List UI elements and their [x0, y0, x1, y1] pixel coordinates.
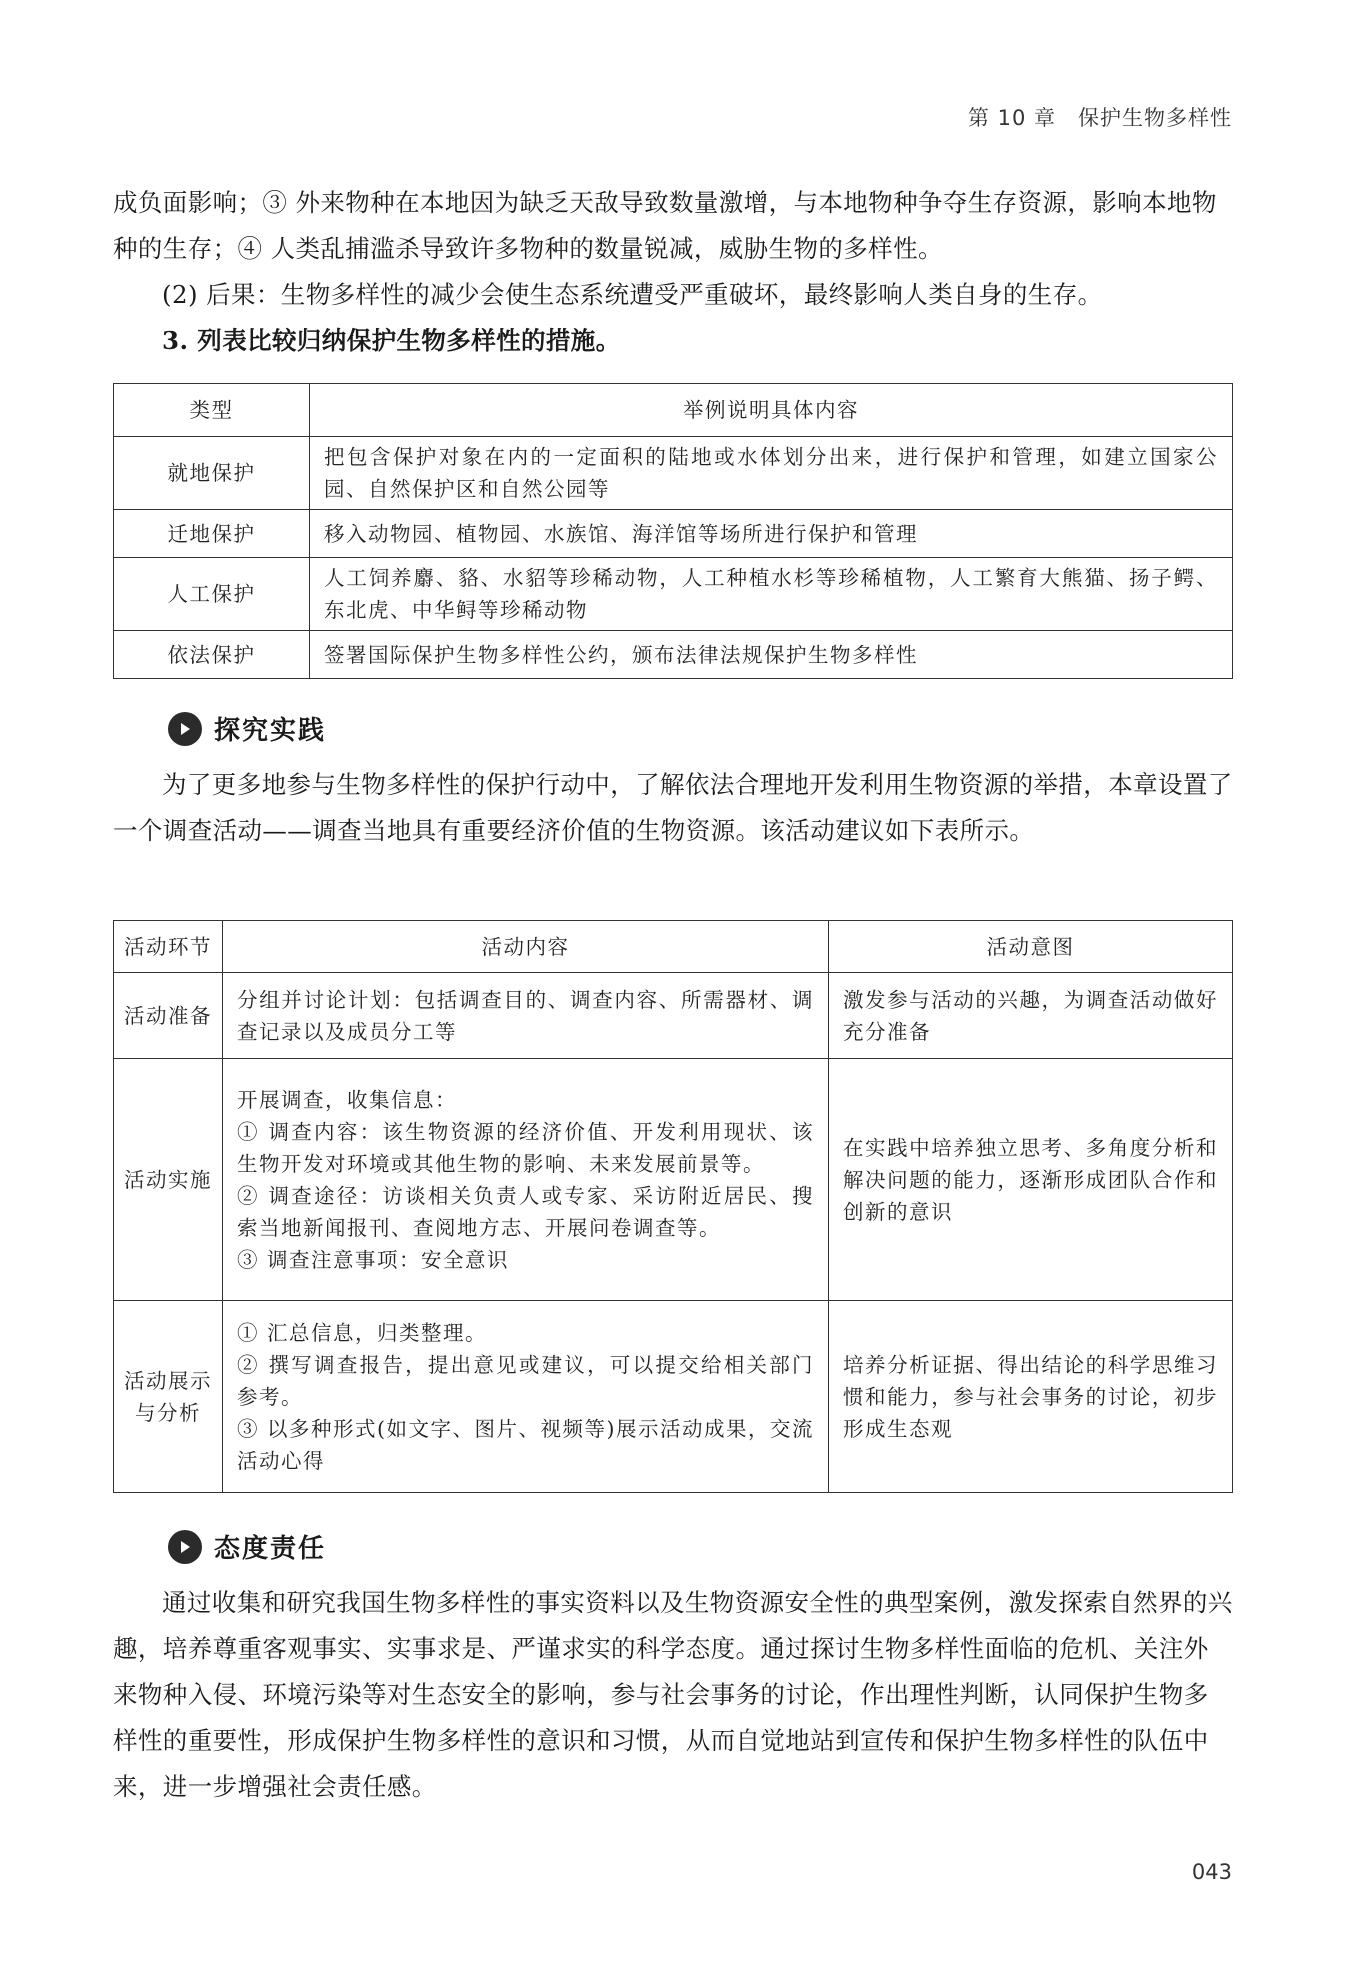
activity-table — [113, 920, 1233, 1493]
table-row — [114, 558, 1233, 631]
table-cell-content: 人工饲养麝、貉、水貂等珍稀动物，人工种植水杉等珍稀植物，人工繁育大熊猫、扬子鳄、东北虎、中华鲟等珍稀动物 — [310, 558, 1233, 631]
intro-text — [113, 180, 1233, 364]
table-cell-content: 签署国际保护生物多样性公约，颁布法律法规保护生物多样性 — [310, 631, 1233, 679]
page-number: 043 — [1191, 1860, 1232, 1884]
play-arrow-icon — [168, 712, 202, 746]
table-header-type: 类型 — [114, 384, 310, 437]
table-cell-purpose: 在实践中培养独立思考、多角度分析和解决问题的能力，逐渐形成团队合作和创新的意识 — [829, 1059, 1233, 1301]
table-row — [114, 1059, 1233, 1301]
content-line: 分组并讨论计划：包括调查目的、调查内容、所需器材、调查记录以及成员分工等 — [237, 987, 814, 1044]
table-cell-type: 人工保护 — [114, 558, 310, 631]
content-line: ① 调查内容：该生物资源的经济价值、开发利用现状、该生物开发对环境或其他生物的影响、未来发展前景等。 — [237, 1119, 814, 1176]
table-cell-content: 把包含保护对象在内的一定面积的陆地或水体划分出来，进行保护和管理，如建立国家公园、自然保护区和自然公园等 — [310, 437, 1233, 510]
chapter-header: 第 10 章 保护生物多样性 — [967, 106, 1232, 130]
table-cell-purpose: 培养分析证据、得出结论的科学思维习惯和能力，参与社会事务的讨论，初步形成生态观 — [829, 1301, 1233, 1493]
table-cell-content — [223, 1059, 829, 1301]
intro-heading-3: 3. 列表比较归纳保护生物多样性的措施。 — [162, 326, 621, 355]
table-header-content: 举例说明具体内容 — [310, 384, 1233, 437]
table-cell-content — [223, 1301, 829, 1493]
table-cell-stage: 活动展示与分析 — [114, 1301, 223, 1493]
practice-text — [113, 762, 1233, 854]
content-line: ② 调查途径：访谈相关负责人或专家、采访附近居民、搜索当地新闻报刊、查阅地方志、开展问卷调查等。 — [237, 1183, 814, 1240]
section-title: 探究实践 — [214, 716, 327, 746]
play-arrow-icon — [168, 1530, 202, 1564]
intro-paragraph-1: 成负面影响；③ 外来物种在本地因为缺乏天敌导致数量激增，与本地物种争夺生存资源，影响本地物种的生存；④ 人类乱捕滥杀导致许多物种的数量锐减，威胁生物的多样性。 — [113, 188, 1217, 263]
practice-paragraph: 为了更多地参与生物多样性的保护行动中，了解依法合理地开发利用生物资源的举措，本章设置了一个调查活动——调查当地具有重要经济价值的生物资源。该活动建议如下表所示。 — [113, 770, 1233, 845]
table-cell-type: 迁地保护 — [114, 510, 310, 558]
table-row — [114, 437, 1233, 510]
table-cell-content — [223, 973, 829, 1059]
intro-paragraph-2: (2) 后果：生物多样性的减少会使生态系统遭受严重破坏，最终影响人类自身的生存。 — [162, 280, 1103, 309]
attitude-paragraph: 通过收集和研究我国生物多样性的事实资料以及生物资源安全性的典型案例，激发探索自然界的兴趣，培养尊重客观事实、实事求是、严谨求实的科学态度。通过探讨生物多样性面临的危机、关注外来物种入侵、环境污染等对生态安全的影响，参与社会事务的讨论，作出理性判断，认同保护生物多样性的重要性，形成保护生物多样性的意识和习惯，从而自觉地站到宣传和保护生物多样性的队伍中来，进一步增强社会责任感。 — [113, 1588, 1233, 1801]
section-title: 态度责任 — [214, 1534, 327, 1564]
table-cell-type: 就地保护 — [114, 437, 310, 510]
attitude-text — [113, 1580, 1233, 1810]
table-header-stage: 活动环节 — [114, 921, 223, 973]
table-cell-stage: 活动准备 — [114, 973, 223, 1059]
table-cell-stage: 活动实施 — [114, 1059, 223, 1301]
content-line: ③ 以多种形式(如文字、图片、视频等)展示活动成果，交流活动心得 — [237, 1416, 815, 1473]
content-line: ① 汇总信息，归类整理。 — [237, 1320, 488, 1345]
table-row — [114, 973, 1233, 1059]
table-row — [114, 631, 1233, 679]
table-cell-purpose: 激发参与活动的兴趣，为调查活动做好充分准备 — [829, 973, 1233, 1059]
table-header-content: 活动内容 — [223, 921, 829, 973]
table-header-row — [114, 921, 1233, 973]
content-line: ② 撰写调查报告，提出意见或建议，可以提交给相关部门参考。 — [237, 1352, 814, 1409]
table-row — [114, 510, 1233, 558]
content-line: ③ 调查注意事项：安全意识 — [237, 1247, 510, 1272]
protection-measures-table — [113, 383, 1233, 679]
section-heading-practice — [168, 710, 326, 747]
table-cell-type: 依法保护 — [114, 631, 310, 679]
table-header-row — [114, 384, 1233, 437]
table-cell-content: 移入动物园、植物园、水族馆、海洋馆等场所进行保护和管理 — [310, 510, 1233, 558]
table-row — [114, 1301, 1233, 1493]
content-line: 开展调查，收集信息： — [237, 1087, 457, 1112]
section-heading-attitude — [168, 1528, 326, 1565]
table-header-purpose: 活动意图 — [829, 921, 1233, 973]
